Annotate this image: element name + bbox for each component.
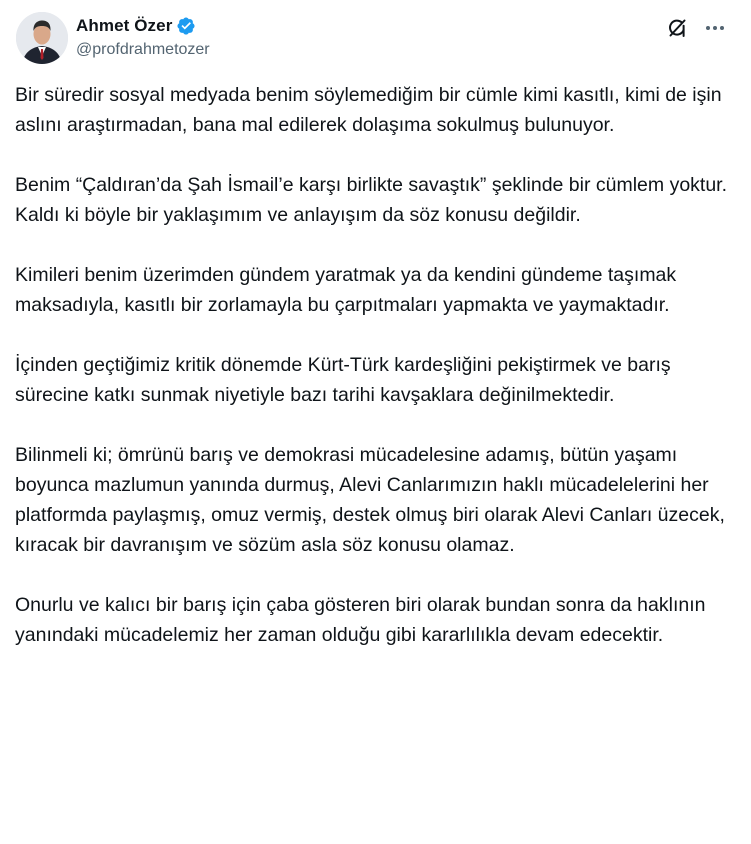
verified-badge-icon[interactable]	[176, 16, 196, 36]
tweet-header	[16, 12, 735, 64]
name-row	[76, 14, 210, 38]
tweet-text	[15, 80, 740, 650]
author-names	[76, 14, 210, 59]
tweet-paragraph: Onurlu ve kalıcı bir barış için çaba gösteren biri olarak bundan sonra da haklının yanındaki mücadelemiz her zaman olduğu gibi kararlılıkla devam edecektir.	[15, 594, 706, 646]
display-name[interactable]: Ahmet Özer	[76, 16, 173, 35]
avatar[interactable]	[16, 12, 68, 64]
grok-icon[interactable]	[665, 16, 689, 40]
tweet-paragraph: Kimileri benim üzerimden gündem yaratmak ya da kendini gündeme taşımak maksadıyla, kasıtlı bir zorlamayla bu çarpıtmaları yapmakta ve yaymaktadır.	[15, 264, 677, 316]
avatar-image	[16, 12, 68, 64]
author-handle[interactable]: @profdrahmetozer	[76, 41, 210, 58]
tweet-paragraph: Bir süredir sosyal medyada benim söylemediğim bir cümle kimi kasıtlı, kimi de işin aslını araştırmadan, bana mal edilerek dolaşıma sokulmuş bulunuyor.	[15, 84, 722, 136]
tweet-actions	[665, 16, 727, 40]
tweet-paragraph: Bilinmeli ki; ömrünü barış ve demokrasi mücadelesine adamış, bütün yaşamı boyunca mazlumun yanında durmuş, Alevi Canlarımızın haklı mücadelelerini her platformda paylaşmış, omuz vermiş, destek olmuş biri olarak Alevi Canları üzecek, kıracak bir davranışım ve sözüm asla söz konusu olamaz.	[15, 444, 725, 556]
tweet-paragraph: İçinden geçtiğimiz kritik dönemde Kürt-Türk kardeşliğini pekiştirmek ve barış sürecine katkı sunmak niyetiyle bazı tarihi kavşaklara değinilmektedir.	[15, 354, 671, 406]
tweet-paragraph: Benim “Çaldıran’da Şah İsmail’e karşı birlikte savaştık” şeklinde bir cümlem yoktur. Kaldı ki böyle bir yaklaşımım ve anlayışım da söz konusu değildir.	[15, 174, 728, 226]
more-options-icon[interactable]	[703, 16, 727, 40]
